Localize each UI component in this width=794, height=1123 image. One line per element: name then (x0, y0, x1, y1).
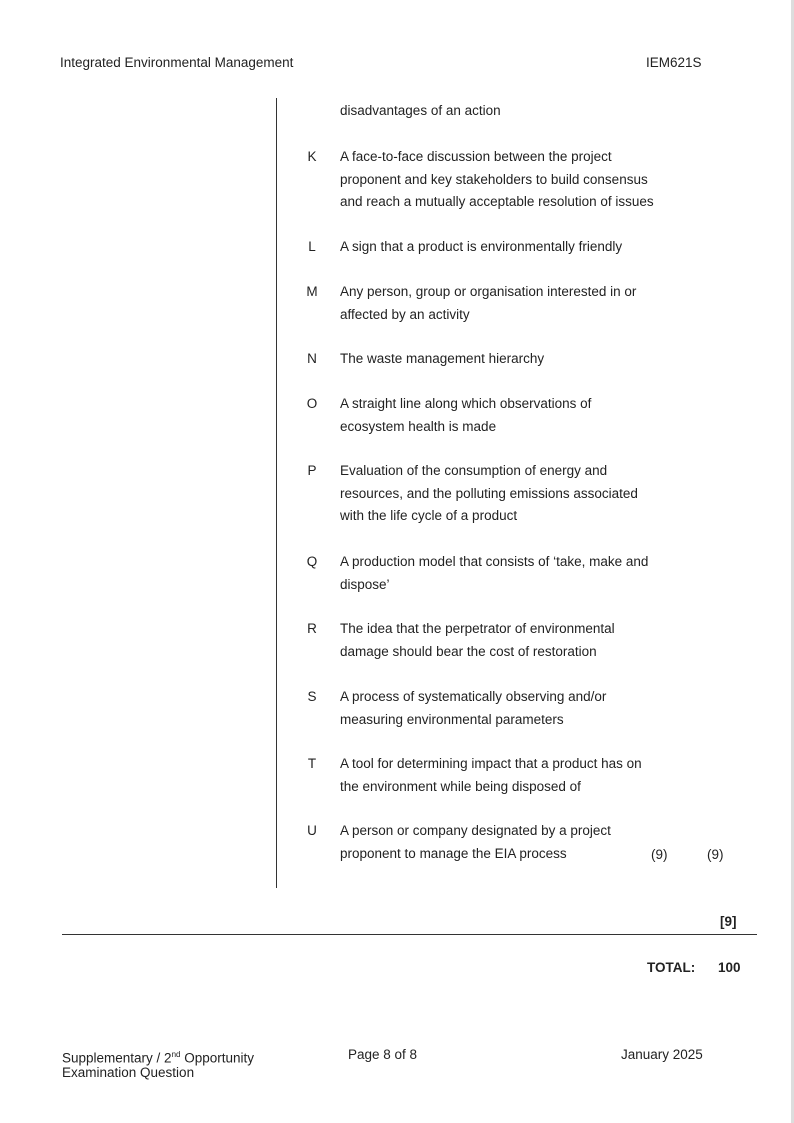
item-line: dispose’ (340, 576, 390, 592)
question-mark: (9) (707, 847, 724, 862)
item-line: A process of systematically observing and/or (340, 689, 607, 704)
item-letter: Q (306, 554, 318, 569)
item-line: and reach a mutually acceptable resolution of issues (340, 194, 654, 209)
item-line: measuring environmental parameters (340, 711, 564, 727)
item-letter: M (306, 284, 318, 299)
item-line: damage should bear the cost of restoration (340, 643, 597, 659)
item-line: The idea that the perpetrator of environmental (340, 621, 615, 636)
item-line: affected by an activity (340, 306, 470, 322)
item-line: A production model that consists of ‘take, make and (340, 554, 649, 569)
item-line: ecosystem health is made (340, 418, 497, 434)
continuation-text: disadvantages of an action (340, 103, 501, 118)
item-letter: T (307, 756, 317, 771)
sub-mark: (9) (651, 847, 668, 862)
item-letter: U (307, 823, 317, 838)
total-label: TOTAL: (647, 960, 696, 975)
item-text (340, 281, 636, 326)
footer-date: January 2025 (621, 1047, 703, 1062)
item-text (340, 618, 615, 663)
item-letter: P (307, 463, 317, 478)
item-text (340, 686, 606, 731)
footer-page: Page 8 of 8 (348, 1047, 418, 1062)
item-letter: S (307, 689, 317, 704)
item-line: The waste management hierarchy (340, 351, 545, 366)
header-code: IEM621S (646, 55, 702, 70)
section-mark: [9] (720, 914, 737, 929)
item-letter: O (306, 396, 318, 411)
item-letter: R (307, 621, 317, 636)
item-line: A straight line along which observations of (340, 396, 592, 411)
item-line: A sign that a product is environmentally friendly (340, 239, 623, 254)
item-text (340, 146, 654, 214)
footer-sup: nd (171, 1050, 181, 1059)
footer-text: Supplementary / 2 (62, 1050, 172, 1066)
item-line: Evaluation of the consumption of energy and (340, 463, 608, 478)
item-text (340, 460, 638, 528)
item-line: with the life cycle of a product (340, 508, 518, 523)
item-line: A face-to-face discussion between the project (340, 149, 612, 164)
item-line: Any person, group or organisation interested in or (340, 284, 637, 299)
item-text (340, 551, 648, 596)
item-text (340, 820, 611, 865)
section-rule (62, 934, 757, 935)
item-text (340, 236, 622, 259)
item-line: the environment while being disposed of (340, 778, 581, 794)
item-line: proponent and key stakeholders to build consensus (340, 171, 648, 187)
total-value: 100 (718, 960, 741, 975)
footer-text: Opportunity (180, 1050, 255, 1066)
header-course: Integrated Environmental Management (60, 55, 294, 70)
item-line: A person or company designated by a project (340, 823, 611, 838)
item-text (340, 393, 591, 438)
item-line: proponent to manage the EIA process (340, 845, 567, 861)
column-divider (276, 98, 277, 888)
footer-exam: Examination Question (62, 1065, 195, 1080)
item-text (340, 348, 544, 371)
item-text (340, 753, 642, 798)
item-line: A tool for determining impact that a product has on (340, 756, 642, 771)
item-letter: K (307, 149, 317, 164)
item-letter: N (307, 351, 317, 366)
item-letter: L (308, 239, 316, 254)
item-line: resources, and the polluting emissions associated (340, 485, 638, 501)
